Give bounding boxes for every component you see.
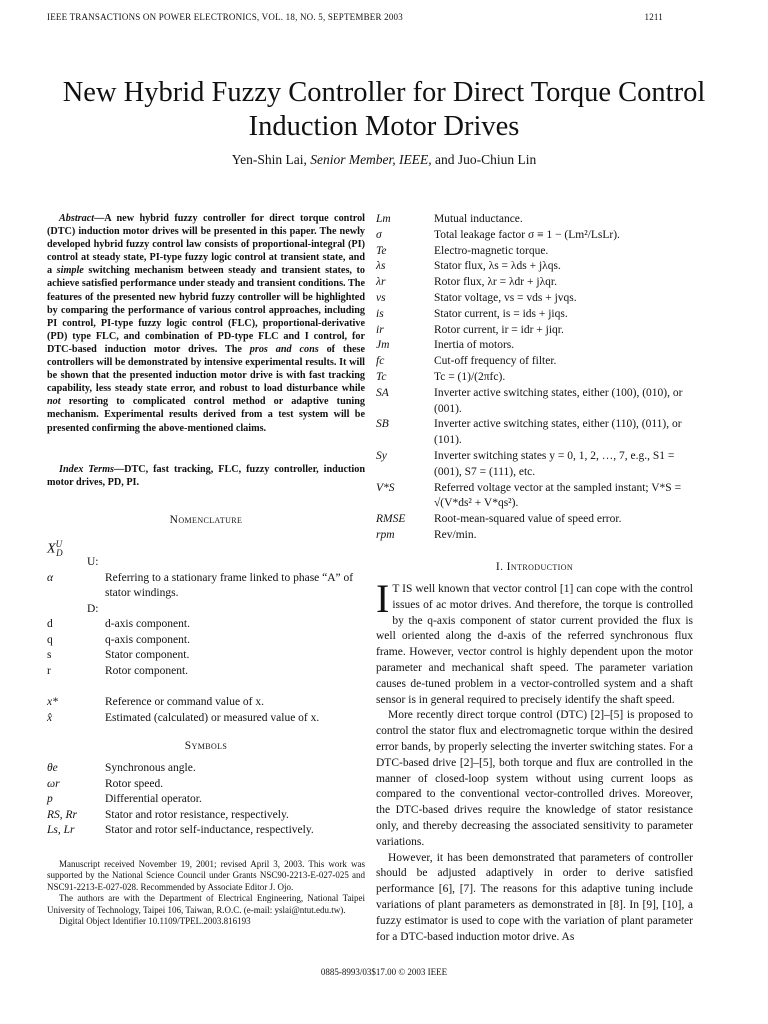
nomenclature-row xyxy=(376,481,696,513)
nomenclature-row xyxy=(376,386,696,418)
symbol: σ xyxy=(376,228,382,241)
symbol: θe xyxy=(47,762,58,774)
definition: Rotor current, ir = idr + jiqr. xyxy=(434,323,564,336)
nomenclature-heading: Nomenclature xyxy=(169,514,243,526)
nomenclature-list xyxy=(47,537,365,726)
definition: d-axis component. xyxy=(105,618,190,630)
nomenclature-row xyxy=(47,711,365,727)
nomenclature-row xyxy=(376,291,696,307)
nomenclature-row xyxy=(376,370,696,386)
copyright-line: 0885-8993/03$17.00 © 2003 IEEE xyxy=(320,967,448,977)
footnote-affiliation: The authors are with the Department of Electrical Engineering, National Taipei University of Technology, Taipei 106, Taiwan, R.O.C. (e-mail: yslai@ntut.edu.tw). xyxy=(47,893,365,915)
definition: Stator and rotor self-inductance, respectively. xyxy=(105,824,314,836)
definition: Stator and rotor resistance, respectively. xyxy=(105,808,289,821)
definition: Cut-off frequency of filter. xyxy=(434,355,557,368)
definition: Inverter switching states y = 0, 1, 2, …, 7, e.g., S1 = (001), S7 = (111), etc. xyxy=(434,449,675,478)
definition: Inertia of motors. xyxy=(434,339,515,352)
nomenclature-row xyxy=(47,823,365,839)
definition: Rev/min. xyxy=(434,528,477,541)
index-terms-label: Index Terms xyxy=(59,464,114,475)
symbol: s xyxy=(47,649,52,661)
symbol: λr xyxy=(376,276,386,289)
definition: Electro-magnetic torque. xyxy=(434,244,549,257)
nomenclature-row xyxy=(47,761,365,777)
definition: Rotor speed. xyxy=(105,777,164,790)
index-terms-text: —DTC, fast tracking, FLC, fuzzy controller, induction motor drives, PD, PI. xyxy=(47,464,365,489)
definition: Tc = (1)/(2πfc). xyxy=(434,370,506,383)
symbol: q xyxy=(47,633,53,646)
running-header xyxy=(47,12,663,22)
nomenclature-row xyxy=(376,323,696,339)
symbol: d xyxy=(47,618,53,630)
index-terms xyxy=(47,463,365,489)
right-nomenclature-list xyxy=(376,212,696,544)
intro-paragraph-1: I T IS well known that vector control [1] can cope with the control issues of ac motor drives. And therefore, the torque is controlled by the q-axis component of stator current provided the flux is well oriented along the d-axis of the referred synchronous flux frame. However, vector control is highly dependent upon the motor parameter and mechanical shaft speed. The parameter variation causes de-tuned problem in a vector-controlled system and a shaft sensor is in general required to precisely identify the shaft speed. xyxy=(376,576,693,706)
definition: Inverter active switching states, either (110), (011), or (101). xyxy=(434,418,682,447)
symbols-list xyxy=(47,761,365,839)
symbol: SA xyxy=(376,386,389,399)
definition: Stator voltage, vs = vds + jvqs. xyxy=(434,291,577,304)
symbol: fc xyxy=(376,355,385,368)
nomenclature-row xyxy=(47,695,365,711)
footnote-doi: Digital Object Identifier 10.1109/TPEL.2003.816193 xyxy=(59,916,251,927)
nomenclature-x-items xyxy=(47,695,365,726)
abstract-label: Abstract xyxy=(59,213,95,224)
nomenclature-row xyxy=(376,417,696,449)
definition: Referring to a stationary frame linked to phase “A” of stator windings. xyxy=(105,571,354,599)
nomenclature-row xyxy=(47,617,365,633)
symbol: x̂ xyxy=(47,711,53,724)
abstract-em-1: simple xyxy=(56,265,84,277)
abstract-em-3: not xyxy=(47,396,61,408)
nomenclature-row xyxy=(376,228,696,244)
definition: Reference or command value of x. xyxy=(105,696,265,708)
author-1-role: Senior Member, IEEE, xyxy=(310,152,432,167)
symbol: r xyxy=(47,664,51,677)
definition: Synchronous angle. xyxy=(105,762,196,774)
definition: Estimated (calculated) or measured value of x. xyxy=(105,711,320,724)
symbol: Sy xyxy=(376,449,387,462)
nomenclature-row xyxy=(47,664,365,680)
abstract-text-1: —A new hybrid fuzzy controller for direct torque control (DTC) induction motor drives will be presented in this paper. The newly developed hybrid fuzzy control law consists of proportional-integral (PI) control at steady state, PI-type fuzzy logic control at transient state, and a xyxy=(47,213,365,277)
nomenclature-row xyxy=(376,275,696,291)
symbol: α xyxy=(47,571,54,584)
symbol: Tc xyxy=(376,370,387,383)
introduction-heading: I. Introduction xyxy=(495,561,574,573)
nomenclature-u-items xyxy=(47,571,365,602)
footnote-manuscript: Manuscript received November 19, 2001; revised April 3, 2003. This work was supported by the National Science Council under Grants NSC90-2213-E-027-025 and NSC91-2213-E-027-028. Recommended by Associate Editor J. Ojo. xyxy=(47,859,365,892)
symbol: Lm xyxy=(376,213,391,225)
definition: q-axis component. xyxy=(105,633,190,646)
nomenclature-row xyxy=(376,244,696,260)
abstract xyxy=(47,212,365,435)
nomenclature-row xyxy=(47,633,365,649)
symbol: RMSE xyxy=(376,513,406,526)
nomenclature-row xyxy=(47,648,365,664)
nomenclature-row xyxy=(47,808,365,824)
nomenclature-row xyxy=(376,512,696,528)
nomenclature-row xyxy=(376,259,696,275)
symbol: rpm xyxy=(376,528,395,541)
nomenclature-row xyxy=(47,571,365,602)
abstract-text-3: of these controllers will be demonstrated by intensive experimental results. It will be shown that the presented induction motor drive is with fast tracking capability, less steady state error, and robust to load disturbance while xyxy=(47,343,365,395)
abstract-text-4: resorting to complicated control method or adaptive tuning mechanism. Experimental results derived from a test system will be presented confirming the above-mentioned claims. xyxy=(47,396,365,434)
author-1: Yen-Shin Lai, xyxy=(231,152,307,167)
introduction-body xyxy=(376,576,693,945)
symbol: x* xyxy=(47,696,58,708)
symbol: SB xyxy=(376,418,389,431)
dropcap: I xyxy=(376,576,390,621)
definition: Root-mean-squared value of speed error. xyxy=(434,513,622,526)
symbol: Jm xyxy=(376,339,390,352)
definition: Total leakage factor σ ≡ 1 − (Lm²/LsLr). xyxy=(434,228,620,241)
nomenclature-row xyxy=(47,792,365,808)
definition: Stator component. xyxy=(105,649,190,661)
nomenclature-row xyxy=(376,338,696,354)
symbol: λs xyxy=(376,260,386,273)
symbol: ωr xyxy=(47,777,60,790)
abstract-text-2: switching mechanism between steady and transient states, to achieve satisfied performance under steady and transient conditions. The features of the presented new hybrid fuzzy controller will be highlighted by comparing the performance of various control approaches, including PI control, PI-type fuzzy logic control (FLC), proportional-derivative (PD) type FLC, and combination of PD-type FLC and I control, for DTC-based induction motor drives. The xyxy=(47,265,366,355)
author-line xyxy=(40,152,728,168)
definition: Rotor flux, λr = λdr + jλqr. xyxy=(434,276,557,289)
nomenclature-row xyxy=(376,449,696,481)
journal-name: IEEE TRANSACTIONS ON POWER ELECTRONICS, VOL. 18, NO. 5, SEPTEMBER 2003 xyxy=(47,12,403,22)
abstract-em-2: pros and cons xyxy=(249,343,319,355)
nomenclature-d-label: D: xyxy=(87,602,99,615)
symbol: p xyxy=(47,793,53,805)
symbol: V*S xyxy=(376,481,395,494)
nomenclature-row xyxy=(376,354,696,370)
intro-paragraph-2: More recently direct torque control (DTC) [2]–[5] is proposed to control the stator flux and electromagnetic torque within the desired error bands, by properly selecting the inverter switching states. For a DTC-based drive [2]–[5], both torque and flux are controlled in the manner of closed-loop system without using current loops as compared to the conventional vector-controlled drives. Moreover, the DTC-based drives require the knowledge of stator resistance only, and thereby decreasing the associated sensitivity to parameter variations. xyxy=(376,709,693,848)
nomenclature-row xyxy=(376,307,696,323)
definition: Rotor component. xyxy=(105,664,189,677)
symbol: vs xyxy=(376,291,386,304)
intro-paragraph-3: However, it has been demonstrated that parameters of controller should be adjusted adaptively in order to derive satisfied performance [6], [7]. The reasons for this adaptive tuning include variations of plant parameters as demonstrated in [8]. In [9], [10], a fuzzy estimator is used to cope with the variation of plant parameter for a DTC-based induction motor drive. As xyxy=(376,851,693,943)
footnote xyxy=(47,859,365,927)
symbol: RS, Rr xyxy=(47,808,78,821)
definition: Inverter active switching states, either (100), (010), or (001). xyxy=(434,386,683,415)
nomenclature-row xyxy=(376,212,696,228)
nomenclature-row xyxy=(376,528,696,544)
nomenclature-main-symbol: $X^U_D$ xyxy=(47,539,63,559)
nomenclature-d-items xyxy=(47,617,365,679)
symbol: is xyxy=(376,307,384,320)
definition: Stator flux, λs = λds + jλqs. xyxy=(434,260,561,273)
symbol: Ls, Lr xyxy=(47,824,75,836)
definition: Mutual inductance. xyxy=(434,213,523,225)
author-2: and Juo-Chiun Lin xyxy=(435,152,537,167)
page-number: 1211 xyxy=(644,12,663,22)
symbols-heading: Symbols xyxy=(184,740,228,752)
paper-title: New Hybrid Fuzzy Controller for Direct Torque Control Induction Motor Drives xyxy=(62,77,706,142)
symbol: ir xyxy=(376,323,384,336)
symbol: Te xyxy=(376,244,387,257)
definition: Referred voltage vector at the sampled instant; V*S = √(V*ds² + V*qs²). xyxy=(434,481,682,510)
definition: Differential operator. xyxy=(105,793,202,805)
nomenclature-row xyxy=(47,777,365,793)
nomenclature-u-label: U: xyxy=(87,556,99,568)
definition: Stator current, is = ids + jiqs. xyxy=(434,307,568,320)
